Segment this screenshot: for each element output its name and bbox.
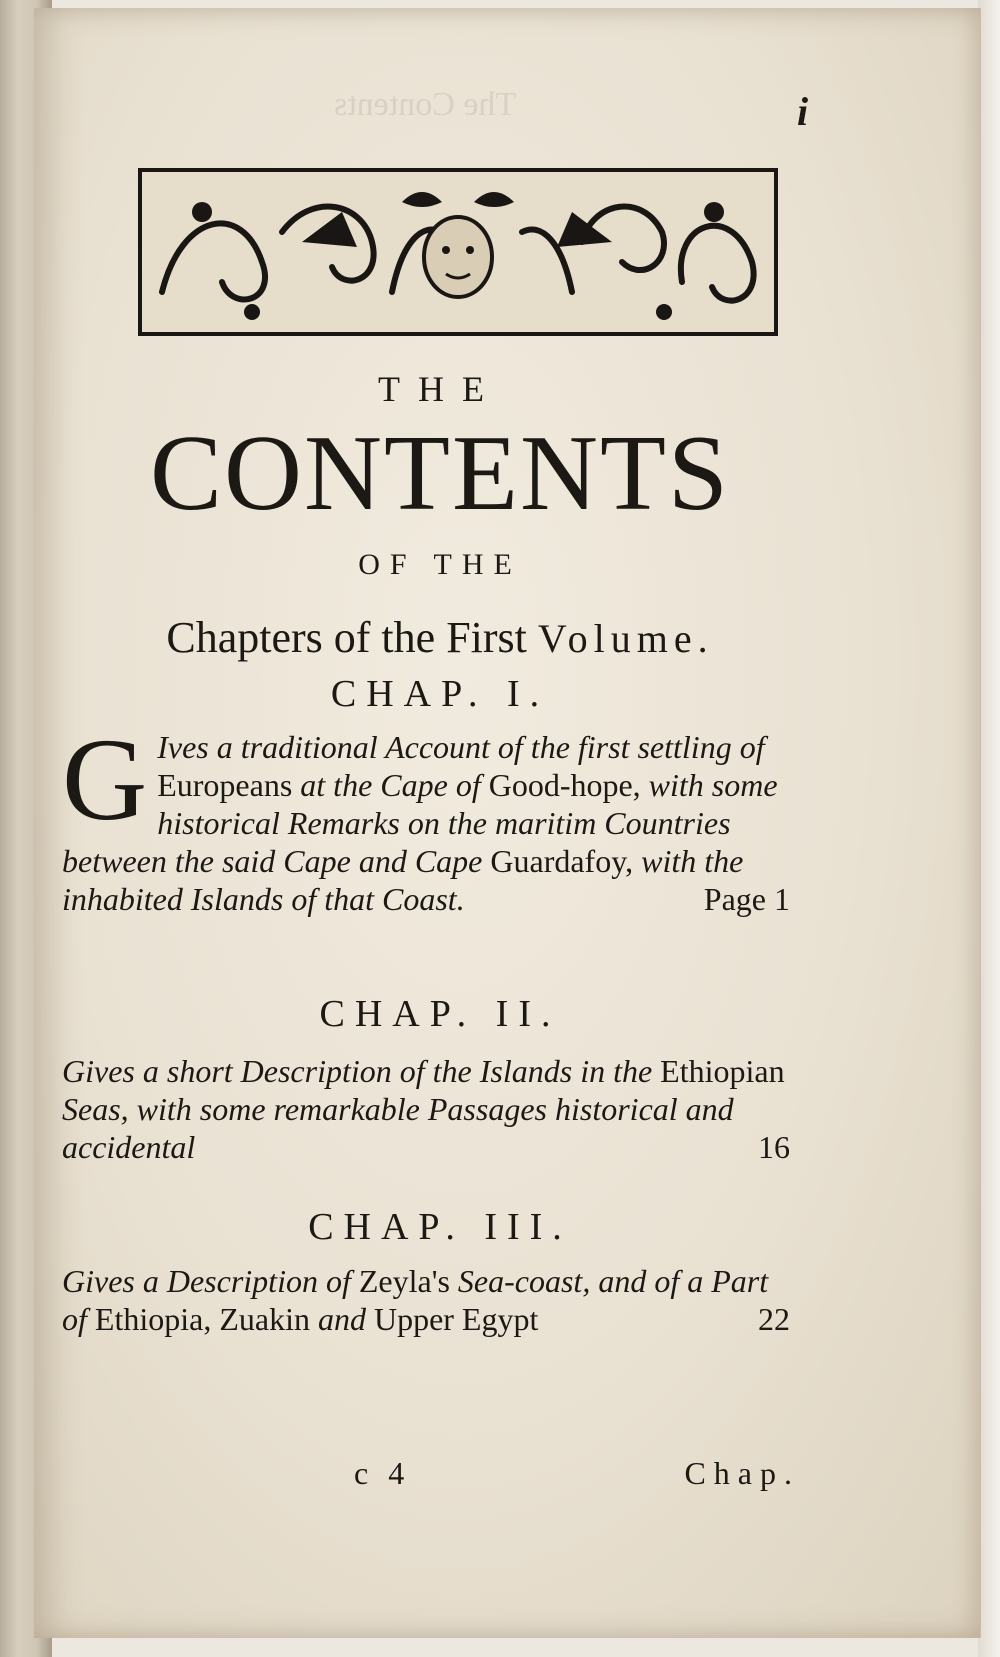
summary-fragment: Upper Egypt (373, 1301, 539, 1337)
summary-fragment: Gives a Description of (62, 1263, 359, 1299)
title-of-the: OF THE (358, 548, 522, 581)
title-the: THE (378, 369, 502, 409)
page-reference: 16 (758, 1129, 790, 1165)
show-through-text: The Contents (334, 86, 517, 123)
summary-fragment: Seas, with some remarkable Passages historical and accidental (62, 1091, 734, 1165)
ornamental-headpiece (138, 168, 778, 336)
title-chapters-line (60, 612, 820, 663)
summary-fragment: with the inhabited Islands of that Coast. (62, 843, 744, 917)
summary-fragment: Ethiopia, Zuakin (94, 1301, 310, 1337)
summary-fragment: with some historical Remarks on the maritim Countries between the said Cape and Cape (62, 767, 778, 879)
title-contents: CONTENTS (150, 414, 730, 533)
chapter-summary (62, 1263, 768, 1337)
title-chapters-prefix: Chapters of the First (166, 613, 527, 662)
right-margin (978, 0, 1000, 1657)
catchword: Chap. (684, 1455, 800, 1491)
page-folio: i (797, 89, 809, 134)
chapter-heading: CHAP. I. (330, 673, 550, 715)
summary-fragment: and (309, 1301, 374, 1337)
chapter-summary (62, 714, 778, 917)
summary-fragment: Ives a traditional Account of the first settling of (157, 729, 765, 765)
summary-fragment: Ethiopian (660, 1053, 785, 1089)
summary-fragment: Gives a short Description of the Islands in the (62, 1053, 661, 1089)
chapter-heading: CHAP. II. (319, 993, 561, 1035)
summary-fragment: Good-hope, (488, 767, 641, 803)
summary-fragment: Guardafoy, (490, 843, 634, 879)
page-reference: Page 1 (703, 881, 790, 917)
chapter-summary (62, 1053, 785, 1165)
drop-cap: G (62, 714, 148, 845)
chapter-heading: CHAP. III. (308, 1206, 572, 1248)
page-reference: 22 (758, 1301, 790, 1337)
summary-fragment: Europeans (157, 767, 293, 803)
summary-fragment: at the Cape of (292, 767, 489, 803)
chapter-entry (62, 714, 790, 918)
summary-fragment: Zeyla's (358, 1263, 450, 1299)
chapter-entry (62, 1052, 790, 1166)
page-footer (120, 1455, 800, 1505)
signature-mark: c 4 (354, 1455, 411, 1491)
chapter-entry (62, 1262, 790, 1338)
title-volume: Volume. (537, 616, 714, 661)
headpiece-ornament-icon (142, 172, 774, 332)
summary-fragment: Sea-coast, and of a Part of (62, 1263, 769, 1337)
